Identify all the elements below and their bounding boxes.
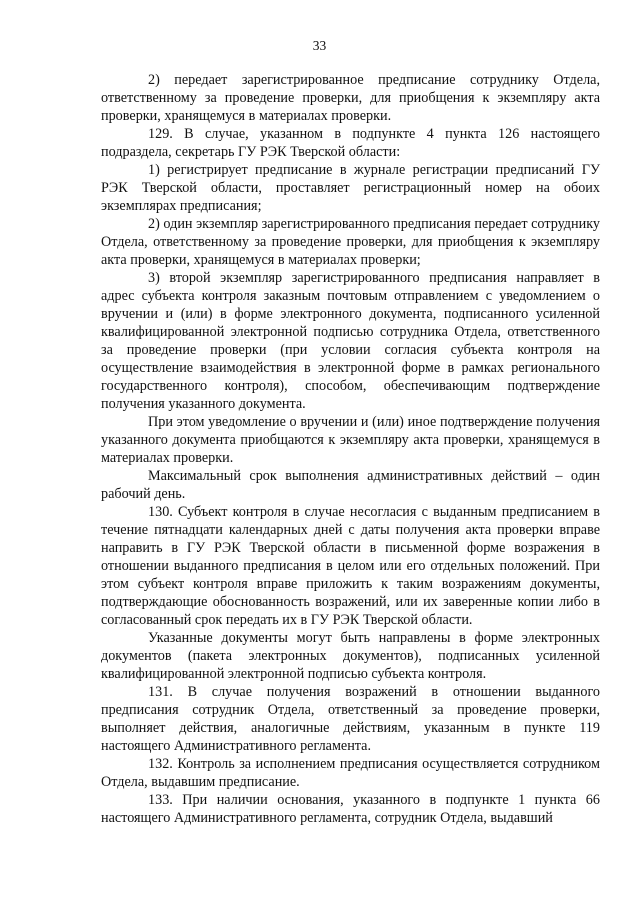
paragraph: 131. В случае получения возражений в отношении выданного предписания сотрудник Отдела, ответственный за проведение проверки, выполняет действия, аналогичные действиям, указанным в пункте 119 настоящего Административного регламента. [101,684,600,754]
paragraph: 3) второй экземпляр зарегистрированного предписания направляет в адрес субъекта контроля заказным почтовым отправлением с уведомлением о вручении и (или) в форме электронного документа, подписанного усиленной квалифицированной электронной подписью сотрудника Отдела, ответственного за проведение проверки (при условии согласия субъекта контроля на осуществление взаимодействия в электронной форме в рамках регионального государственного контроля), способом, обеспечивающим подтверждение получения указанного документа. [101,270,600,412]
page-number: 33 [312,38,327,53]
paragraph: Максимальный срок выполнения административных действий – один рабочий день. [101,468,600,502]
document-body [101,71,600,827]
paragraph: 129. В случае, указанном в подпункте 4 пункта 126 настоящего подраздела, секретарь ГУ РЭК Тверской области: [101,126,600,160]
paragraph: 2) один экземпляр зарегистрированного предписания передает сотруднику Отдела, ответственному за проведение проверки, для приобщения к экземпляру акта проверки, хранящемуся в материалах проверки; [101,216,600,268]
paragraph: При этом уведомление о вручении и (или) иное подтверждение получения указанного документа приобщаются к экземпляру акта проверки, хранящемуся в материалах проверки. [101,414,600,466]
paragraph: 1) регистрирует предписание в журнале регистрации предписаний ГУ РЭК Тверской области, проставляет регистрационный номер на обоих экземплярах предписания; [101,162,600,214]
paragraph: Указанные документы могут быть направлены в форме электронных документов (пакета электронных документов), подписанных усиленной квалифицированной электронной подписью субъекта контроля. [101,630,600,682]
paragraph: 2) передает зарегистрированное предписание сотруднику Отдела, ответственному за проведение проверки, для приобщения к экземпляру акта проверки, хранящемуся в материалах проверки. [101,72,600,124]
paragraph: 132. Контроль за исполнением предписания осуществляется сотрудником Отдела, выдавшим предписание. [101,756,600,790]
paragraph: 130. Субъект контроля в случае несогласия с выданным предписанием в течение пятнадцати календарных дней с даты получения акта проверки вправе направить в ГУ РЭК Тверской области в письменной форме возражения в отношении выданного предписания в целом или его отдельных положений. При этом субъект контроля вправе приложить к таким возражениям документы, подтверждающие обоснованность возражений, или их заверенные копии либо в согласованный срок передать их в ГУ РЭК Тверской области. [101,504,600,628]
paragraph: 133. При наличии основания, указанного в подпункте 1 пункта 66 настоящего Административного регламента, сотрудник Отдела, выдавший [101,792,600,826]
